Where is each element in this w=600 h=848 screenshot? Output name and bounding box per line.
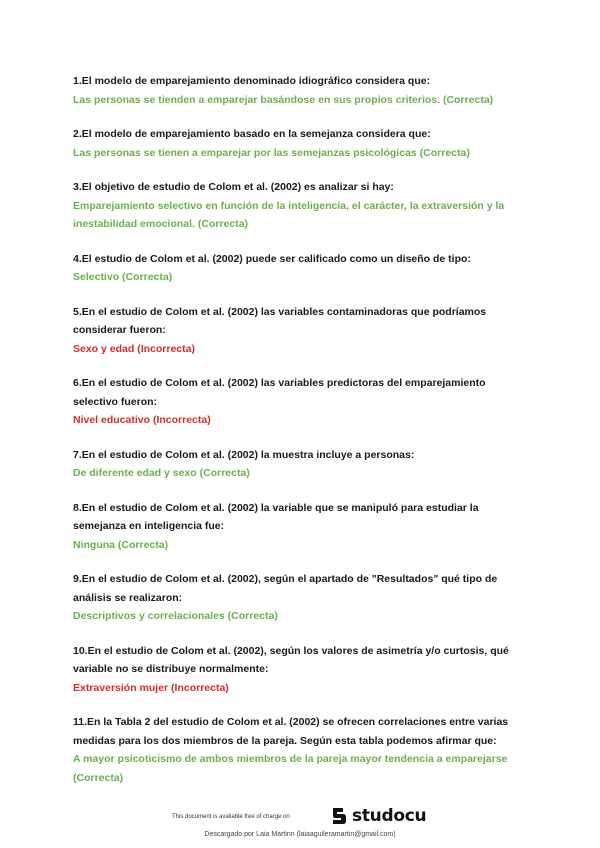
qa-item-3 — [73, 178, 521, 234]
answer-3: Emparejamiento selectivo en función de la inteligencia, el carácter, la extraversión y la inestabilidad emocional. (Correcta) — [73, 199, 505, 230]
answer-10: Extraversión mujer (Incorrecta) — [73, 681, 229, 694]
availability-note: This document is available free of charge on — [172, 814, 290, 820]
question-7: 7.En el estudio de Colom et al. (2002) la muestra incluye a personas: — [73, 448, 415, 461]
qa-item-7 — [73, 446, 521, 483]
question-5: 5.En el estudio de Colom et al. (2002) las variables contaminadoras que podríamos considerar fueron: — [73, 305, 487, 336]
question-6: 6.En el estudio de Colom et al. (2002) las variables predictoras del emparejamiento selectivo fueron: — [73, 377, 486, 408]
question-9: 9.En el estudio de Colom et al. (2002), según el apartado de "Resultados" qué tipo de análisis se realizaron: — [73, 573, 498, 604]
answer-7: De diferente edad y sexo (Correcta) — [73, 467, 250, 479]
studocu-logo-icon — [330, 806, 348, 826]
question-1: 1.El modelo de emparejamiento denominado idiográfico considera que: — [73, 75, 431, 87]
answer-11: A mayor psicoticismo de ambos miembros de la pareja mayor tendencia a emparejarse (Correcta) — [73, 753, 508, 784]
page-footer — [0, 804, 600, 848]
qa-list — [73, 72, 521, 803]
studocu-brand-name: studocu — [352, 806, 427, 826]
answer-2: Las personas se tienen a emparejar por las semejanzas psicológicas (Correcta) — [73, 146, 470, 159]
qa-item-4 — [73, 250, 521, 287]
answer-5: Sexo y edad (Incorrecta) — [73, 342, 195, 355]
qa-item-6 — [73, 374, 521, 430]
question-3: 3.El objetivo de estudio de Colom et al. (2002) es analizar si hay: — [73, 181, 394, 193]
qa-item-10 — [73, 642, 521, 698]
qa-item-5 — [73, 303, 521, 359]
qa-item-9 — [73, 570, 521, 626]
answer-1: Las personas se tienden a emparejar basándose en sus propios criterios. (Correcta) — [73, 93, 494, 106]
qa-item-1 — [73, 72, 521, 109]
qa-item-2 — [73, 125, 521, 162]
answer-4: Selectivo (Correcta) — [73, 271, 173, 283]
question-8: 8.En el estudio de Colom et al. (2002) la variable que se manipuló para estudiar la semejanza en inteligencia fue: — [73, 501, 479, 532]
qa-item-11 — [73, 713, 521, 787]
question-2: 2.El modelo de emparejamiento basado en la semejanza considera que: — [73, 128, 431, 140]
answer-6: Nivel educativo (Incorrecta) — [73, 414, 211, 426]
download-attribution: Descargado por Laia Martinn (laiaaguileramartin@gmail.com) — [204, 831, 396, 838]
answer-8: Ninguna (Correcta) — [73, 538, 169, 551]
qa-item-8 — [73, 499, 521, 555]
question-11: 11.En la Tabla 2 del estudio de Colom et al. (2002) se ofrecen correlaciones entre varias medidas para los dos miembros de la pareja. Según esta tabla podemos afirmar que: — [73, 716, 509, 747]
studocu-logo[interactable] — [330, 806, 426, 826]
question-10: 10.En el estudio de Colom et al. (2002), según los valores de asimetría y/o curtosis, qué variable no se distribuye normalmente: — [73, 644, 509, 675]
question-4: 4.El estudio de Colom et al. (2002) puede ser calificado como un diseño de tipo: — [73, 252, 471, 265]
answer-9: Descriptivos y correlacionales (Correcta) — [73, 610, 278, 622]
